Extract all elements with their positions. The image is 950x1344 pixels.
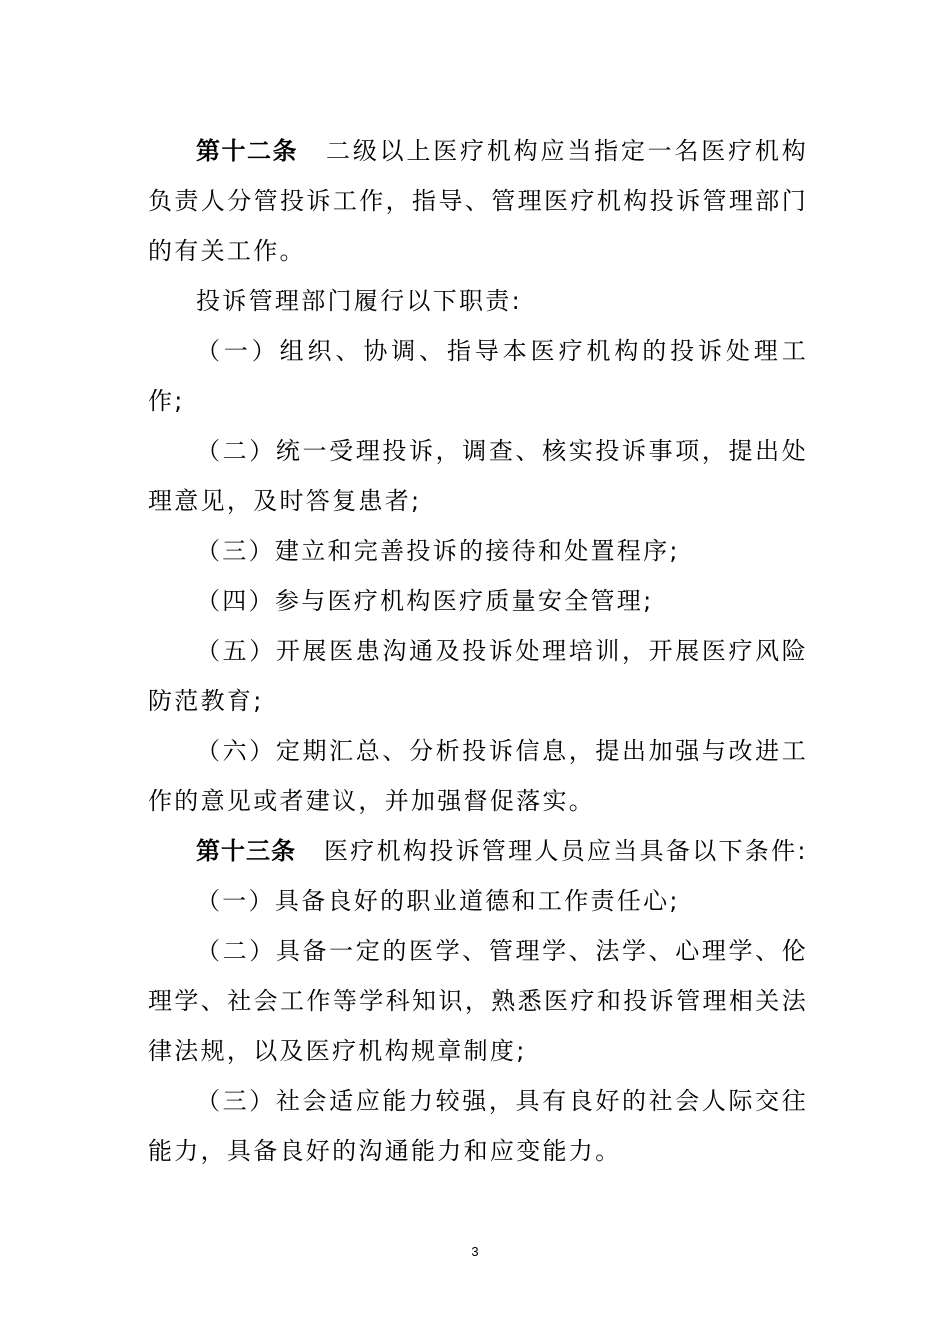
duty-item-1: （一）组织、协调、指导本医疗机构的投诉处理工作; — [148, 337, 808, 415]
article-13-paragraph — [148, 826, 808, 876]
article-13-intro: 医疗机构投诉管理人员应当具备以下条件: — [324, 837, 808, 865]
duty-item-2: （二）统一受理投诉，调查、核实投诉事项，提出处理意见，及时答复患者; — [148, 437, 808, 515]
duty-item-4: （四）参与医疗机构医疗质量安全管理; — [196, 587, 654, 615]
condition-item-2: （二）具备一定的医学、管理学、法学、心理学、伦理学、社会工作等学科知识，熟悉医疗和投诉管理相关法律法规，以及医疗机构规章制度; — [148, 937, 808, 1065]
condition-item-1: （一）具备良好的职业道德和工作责任心; — [196, 887, 680, 915]
duty-item-3: （三）建立和完善投诉的接待和处置程序; — [196, 537, 680, 565]
article-13-title: 第十三条 — [196, 837, 296, 865]
condition-item-3: （三）社会适应能力较强，具有良好的社会人际交往能力，具备良好的沟通能力和应变能力。 — [148, 1087, 808, 1165]
document-body — [148, 126, 808, 1176]
article-12-intro: 二级以上医疗机构应当指定一名医疗机构负责人分管投诉工作，指导、管理医疗机构投诉管理部门的有关工作。 — [148, 137, 809, 265]
duty-item-5: （五）开展医患沟通及投诉处理培训，开展医疗风险防范教育; — [148, 637, 808, 715]
article-12-title: 第十二条 — [196, 137, 299, 165]
article-12-paragraph — [148, 126, 808, 276]
duty-item-6: （六）定期汇总、分析投诉信息，提出加强与改进工作的意见或者建议，并加强督促落实。 — [148, 737, 808, 815]
duties-heading: 投诉管理部门履行以下职责: — [196, 287, 522, 315]
page-number: 3 — [471, 1244, 479, 1259]
